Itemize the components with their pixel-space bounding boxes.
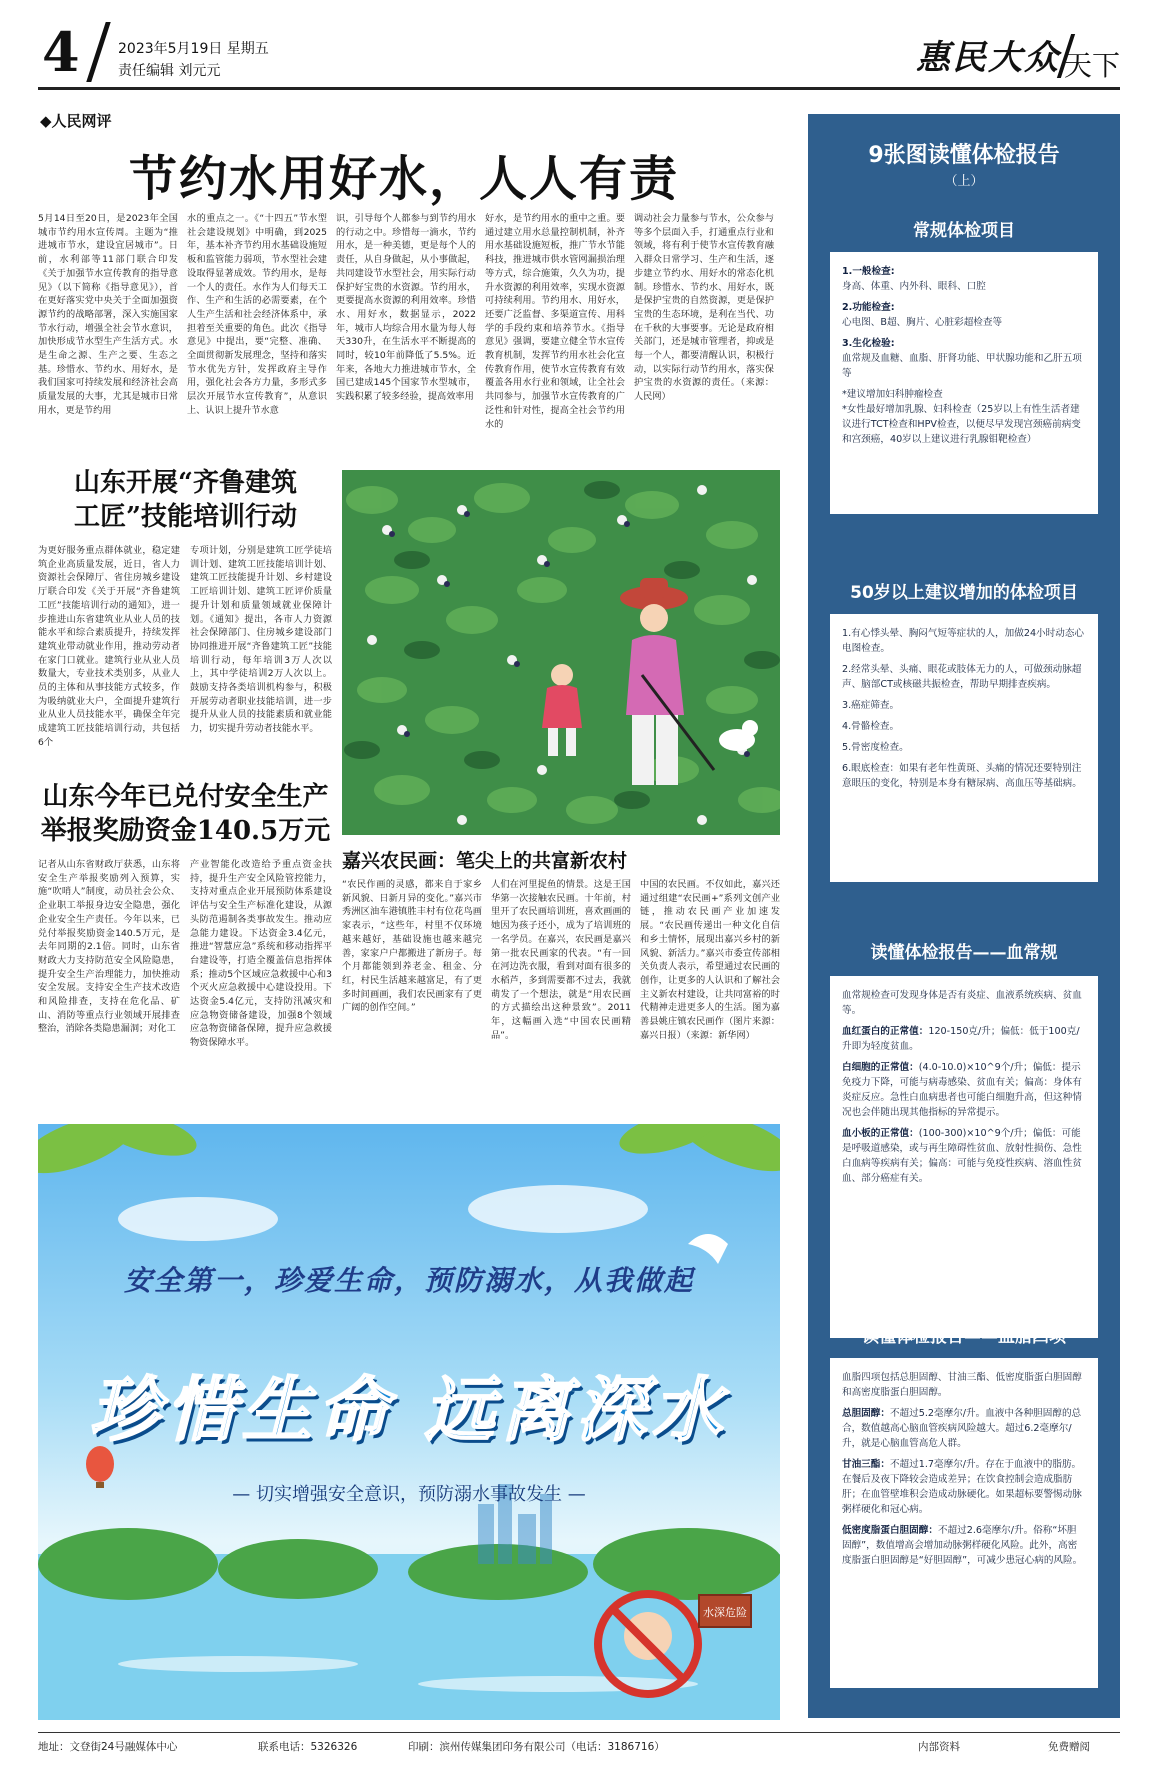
health-check-sidebar — [808, 114, 1120, 1718]
section-blood-routine-card — [830, 976, 1098, 1338]
over50-item: 3.癌症筛查。 — [842, 700, 900, 711]
page-header — [38, 8, 1120, 90]
section-blood-routine-title: 读懂体检报告——血常规 — [870, 943, 1058, 963]
article1-col-5: 调动社会力量参与节水，公众参与等多个层面入手，打通重点行业和领域，将有利于使节水宣传教育融入群众日常学习、生产和生活，逐步建立节约水、用好水的常态化机制。珍惜水、节约水、用好水，既是保护宝贵的自然资源，更是保护宝贵的生态环境，是利在当代、功在千秋的大事要事。无论是政府相关部门，还是城市管理者，抑或是每一个人，都要清醒认识，积极行动，以实际行动节约用水，落实保护宝贵的水资源的责任。（来源：人民网） — [634, 213, 774, 403]
editor-name: 责任编辑 刘元元 — [118, 63, 221, 79]
header-slash — [86, 22, 110, 82]
section-over50-title: 50岁以上建议增加的体检项目 — [850, 583, 1078, 603]
blood-routine-item: 血小板的正常值：(100-300)×10^9个/升；偏低：可能是呼吸道感染，或与再生障碍性贫血、放射性损伤、急性白血病等疾病有关；偏高：可能与免疫性疾病、溶血性贫血、部分癌症有关。 — [842, 1128, 1082, 1184]
routine-item: 2.功能检查: 心电图、B超、胸片、心脏彩超检查等 — [842, 302, 1003, 328]
section-routine-title: 常规体检项目 — [913, 221, 1015, 241]
blood-routine-intro: 血常规检查可发现身体是否有炎症、血液系统疾病、贫血等。 — [842, 990, 1082, 1016]
column-tag: ◆人民网评 — [40, 112, 112, 130]
footer-internal: 内部资料 — [918, 1741, 960, 1753]
lipid-intro: 血脂四项包括总胆固醇、甘油三酯、低密度脂蛋白胆固醇和高密度脂蛋白胆固醇。 — [842, 1372, 1082, 1398]
section-over50-card — [830, 614, 1098, 882]
footer-address: 地址：文登街24号融媒体中心 — [38, 1741, 178, 1753]
routine-item: 1.一般检查: 身高、体重、内外科、眼科、口腔 — [842, 266, 986, 292]
farmer-painting-image — [342, 470, 780, 835]
headline-line-2: 举报奖励资金140.5万元 — [40, 816, 331, 846]
sidebar-title: 9张图读懂体检报告 — [868, 143, 1060, 168]
footer-printer: 印刷：滨州传媒集团印务有限公司（电话：3186716） — [408, 1741, 665, 1753]
footer-free: 免费赠阅 — [1048, 1741, 1090, 1753]
headline-line-1: 山东开展“齐鲁建筑 — [74, 468, 297, 498]
headline-water-saving: 节约水用好水，人人有责 — [128, 151, 679, 207]
page-footer — [38, 1732, 1120, 1753]
over50-item: 2.经常头晕、头痛、眼花或肢体无力的人，可做颈动脉超声、脑部CT或核磁共振检查，帮助早期排查疾病。 — [842, 664, 1082, 690]
article2-col-2: 专项计划，分别是建筑工匠学徒培训计划、建筑工匠技能培训计划、建筑工匠技能提升计划、乡村建设工匠培训计划、建筑工匠评价质量提升计划和质量领域就业保障计划。《通知》提出，各市人力资源社会保障部门、住房城乡建设部门协同推进开展“齐鲁建筑工匠”技能培训行动，每年培训3万人次以上，其中学徒培训2万人次以上。鼓励支持各类培训机构参与，积极开展劳动者职业技能培训，进一步提升从业人员的技能素质和就业能力，切实提升劳动者技能水平。 — [190, 545, 332, 735]
article1-col-3: 识，引导每个人都参与到节约用水的行动之中。珍惜每一滴水，节约用水，是一种美德，更是每个人的责任，从自身做起，从小事做起，共同建设节水型社会，用实际行动保护好宝贵的水资源。节约用水，更要提高水资源的利用效率。珍惜水、用好水，数据显示，2022年，城市人均综合用水量为每人每天330升，在生活水平不断提高的同时，较10年前降低了5.5%。近年来，各地大力推进城市节水，全国已建成145个国家节水型城市，实践积累了较多经验，提高效率用 — [336, 213, 476, 403]
section-name: 天下 — [1063, 49, 1120, 82]
routine-item: *建议增加妇科肿瘤检查 *女性最好增加乳腺、妇科检查（25岁以上有性生活者建议进行TCT检查和HPV检查，以便尽早发现宫颈癌前病变和宫颈癌，40岁以上建议进行乳腺钼靶检查） — [842, 389, 1081, 445]
newspaper-brand: 惠民大众 — [916, 38, 1060, 78]
banner-slogan: 安全第一，珍爱生命，预防溺水，从我做起 — [123, 1264, 694, 1297]
headline-safety-reward — [38, 780, 333, 848]
banner-tagline: — 切实增强安全意识，预防溺水事故发生 — — [232, 1484, 586, 1505]
over50-item: 1.有心悸头晕、胸闷气短等症状的人，加做24小时动态心电图检查。 — [842, 628, 1085, 654]
routine-item: 3.生化检验: 血常规及血糖、血脂、肝肾功能、甲状腺功能和乙肝五项等 — [842, 338, 1082, 379]
lipid-item: 甘油三酯：不超过1.7毫摩尔/升。存在于血液中的脂肪。在餐后及夜下降较会造成差异；在饮食控制会造成脂肪肝；在血管壁堆积会造成动脉硬化。如果超标要警惕动脉粥样硬化和冠心病。 — [842, 1459, 1082, 1515]
section-lipid-title: 读懂体检报告——血脂四项 — [862, 1327, 1066, 1347]
drowning-prevention-banner — [38, 1124, 780, 1720]
danger-sign: 水深危险 — [698, 1594, 752, 1628]
article3-col-1: 记者从山东省财政厅获悉，山东将安全生产举报奖励列入预算，实施“吹哨人”制度，动员社会公众、企业职工举报身边安全隐患，强化企业安全生产责任。今年以来，已兑付举报奖励资金140.5万元，是去年同期的2.1倍。同时，山东省财政大力支持防范安全风险隐患，提升安全生产治理能力，加快推动安全发展。支持安全生产技术改造和风险排查，支持在危化品、矿山、消防等重点行业领域开展排查整治，消除各类隐患漏洞；对化工 — [38, 859, 180, 1035]
banner-main-title: 珍惜生命 远离深水 — [89, 1369, 729, 1451]
blood-routine-item: 血红蛋白的正常值：120-150克/升；偏低：低于100克/升即为轻度贫血。 — [842, 1026, 1080, 1052]
blood-routine-item: 白细胞的正常值：(4.0-10.0)×10^9个/升；偏低：提示免疫力下降，可能与病毒感染、贫血有关；偏高：身体有炎症反应。急性白血病患者也可能白细胞升高，但这种情况也会伴随出现其他指标的异常提示。 — [842, 1062, 1082, 1118]
painting-article-col-1: “农民作画的灵感，都来自于家乡新风貌、日新月异的变化。”嘉兴市秀洲区油车港镇胜丰村有位花鸟画家表示，“这些年，村里不仅环境越来越好，基础设施也越来越完善，家家户户都搬进了新房子。每个月都能领到养老金、租金、分红，村民生活越来越富足，有了更多时间画画，我们农民画家有了更广阔的创作空间。” — [342, 879, 482, 1014]
section-lipid-card — [830, 1358, 1098, 1688]
article3-col-2: 产业智能化改造给予重点资金扶持，提升生产安全风险管控能力，支持对重点企业开展预防体系建设评估与安全生产标准化建设，从源头防范遏制各类事故发生。推动应急能力建设。下达资金3.4亿元，推进“智慧应急”系统和移动指挥平台建设等，打造全覆盖信息指挥体系；推动5个区域应急救援中心和3个灭火应急救援中心建设投用。下达资金5.4亿元，支持防汛减灾和应急物资储备建设，加强8个领域应急物资储备保障，提升应急救援物资保障水平。 — [190, 859, 332, 1049]
painting-article-col-2: 人们在河里捉鱼的情景。这是王国华第一次接触农民画。十年前，村里开了农民画培训班，喜欢画画的她因为孩子还小，成为了培训班的一名学员。在嘉兴，农民画是嘉兴第一批农民画家的代表。“有一回在河边洗衣服，看到对面有很多的水稻芦，多到需要都不过去，我就萌发了一个想法，就是“用农民画的方式描绘出这种景致”。2011年，这幅画入选“中国农民画精品”。 — [491, 879, 631, 1041]
painting-caption: 嘉兴农民画：笔尖上的共富新农村 — [342, 850, 628, 872]
footer-phone: 联系电话：5326326 — [258, 1741, 358, 1753]
headline-line-1: 山东今年已兑付安全生产 — [42, 782, 329, 812]
painting-illustration — [342, 470, 780, 835]
section-routine-card — [830, 252, 1098, 514]
painting-article-col-3: 中国的农民画。不仅如此，嘉兴还通过组建“农民画+”系列文创产业链，推动农民画产业加速发展。“农民画传递出一种文化自信和乡土情怀，展现出嘉兴乡村的新风貌、新活力。”嘉兴市委宣传部相关负责人表示，希望通过农民画的创作，让更多的人认识和了解社会主义新农村建设，让共同富裕的时代精神走进更多人的生活。图为嘉善县姚庄镇农民画作（图片来源：嘉兴日报）（来源：新华网） — [640, 879, 780, 1041]
over50-item: 6.眼底检查：如果有老年性黄斑、头痛的情况还要特别注意眼压的变化，特别是本身有糖尿病、高血压等基础病。 — [842, 763, 1082, 789]
headline-construction — [38, 466, 333, 534]
article1-col-2: 水的重点之一。《“十四五”节水型社会建设规划》中明确，到2025年，基本补齐节约用水基础设施短板和监管能力弱项，节水型社会建设取得显著成效。节约用水，是每一个人的责任。水作为人们每天工作、生产和生活的必需要素，在个人生产生活和社会经济体系中，承担着至关重要的角色。此次《指导意见》中提出，要“完整、准确、全面贯彻新发展理念，坚持和落实节水优先方针，发挥政府主导作用，强化社会各方力量，多形式多层次开展节水宣传教育”，从意识上、认识上提升节水意 — [187, 213, 327, 416]
sidebar-subtitle: （上） — [944, 174, 984, 189]
article1-col-4: 好水，是节约用水的重中之重。要通过建立用水总量控制机制，补齐用水基础设施短板，推广节水节能科技，推进城市供水管网漏损治理等方式，综合施策，久久为功，提升水资源的利用效率，实现水资源可持续利用。节约用水、用好水，还要广泛监督、多渠道宣传、用科学的手段约束和培养节水。《指导意见》强调，要建立健全节水宣传教育机制，发挥节约用水社会化宣传教育作用，使节水宣传教育有效覆盖各用水行业和领域，让全社会共同参与，加强节水宣传教育的广泛性和针对性，提高全社会节约用水的 — [485, 213, 625, 430]
page-number: 4 — [42, 20, 80, 84]
lipid-item: 总胆固醇：不超过5.2毫摩尔/升。血液中各种胆固醇的总合，数值越高心脑血管疾病风险越大。超过6.2毫摩尔/升，就是心脑血管高危人群。 — [842, 1408, 1082, 1449]
lipid-item: 低密度脂蛋白胆固醇：不超过2.6毫摩尔/升。俗称“坏胆固醇”，数值增高会增加动脉粥样硬化风险。此外，高密度脂蛋白胆固醇是“好胆固醇”，可减少患冠心病的风险。 — [842, 1525, 1083, 1566]
article2-col-1: 为更好服务重点群体就业，稳定建筑企业高质量发展，近日，省人力资源社会保障厅、省住房城乡建设厅联合印发《关于开展“齐鲁建筑工匠”技能培训行动的通知》，进一步推进山东省建筑业从业人员的技能水平和综合素质提升，持续发挥建筑业带动就业作用，推动劳动者在家门口就业。建筑行业从业人员数量大，专业技术类别多，从业人员的主体和从事技能方式较多，作为吸纳就业大户，全面提升建筑行业从业人员技能水平，确保全年完成建筑工匠技能培训行动，共包括6个 — [38, 545, 180, 748]
article1-col-1: 5月14日至20日，是2023年全国城市节约用水宣传周。主题为“推进城市节水，建设宜居城市”。日前，水利部等11部门联合印发《关于加强节水宣传教育的指导意见》（以下简称《指导意见》），首在更好落实党中央关于全面加强资源节约的战略部署，深入实施国家节水行动，增强全社会节水意识，加快形成节水型生产生活方式。水是生命之源、生产之要、生态之基。珍惜水、节约水、用好水，是我们国家可持续发展和经济社会高质量发展的大事，尤其是城市日常用水，更是节约用 — [38, 213, 178, 416]
over50-item: 4.骨骼检查。 — [842, 721, 900, 732]
over50-item: 5.骨密度检查。 — [842, 742, 909, 753]
issue-date: 2023年5月19日 星期五 — [118, 41, 269, 57]
headline-line-2: 工匠”技能培训行动 — [74, 502, 297, 532]
